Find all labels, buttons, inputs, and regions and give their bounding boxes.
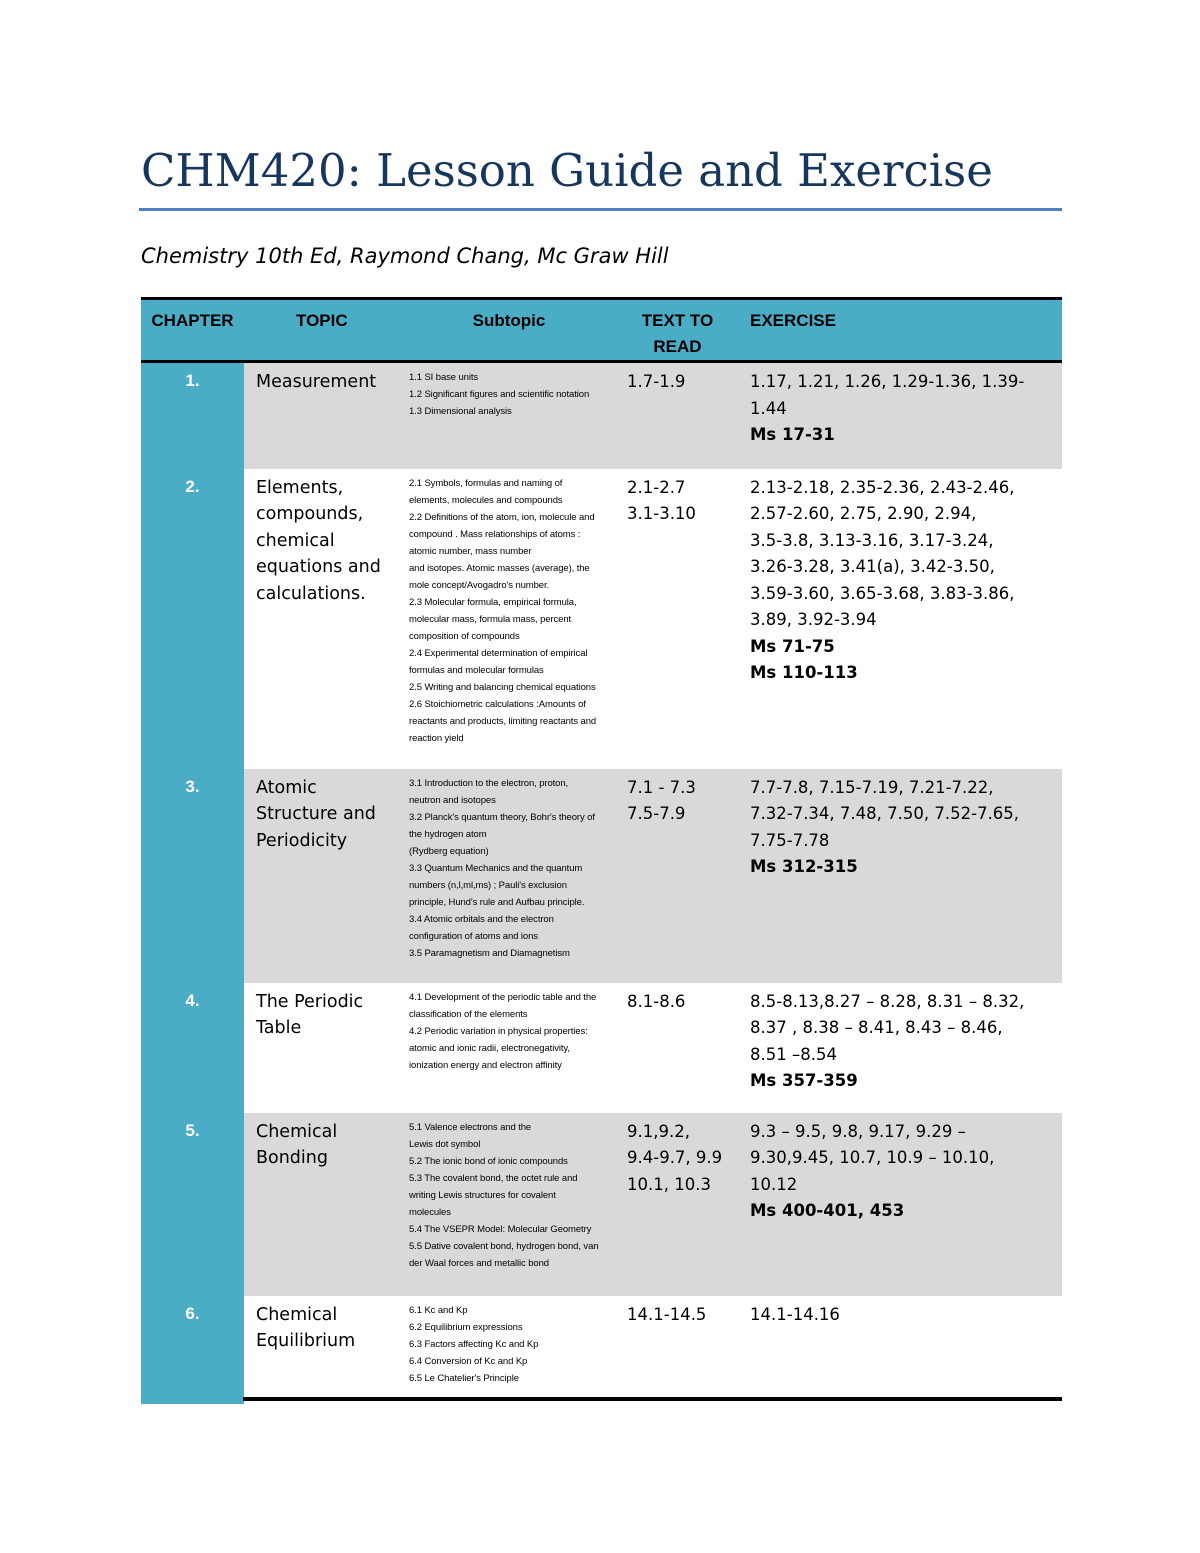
subtopic-line: the hydrogen atom: [409, 828, 487, 840]
subtopic-cell: [401, 983, 617, 1113]
textbook-reference: Chemistry 10th Ed, Raymond Chang, Mc Graw Hill: [141, 244, 669, 268]
subtopic-line: elements, molecules and compounds: [409, 494, 563, 506]
table-header-row: [141, 299, 1062, 362]
subtopic-cell: [401, 1296, 617, 1404]
table-row: [141, 769, 1062, 983]
topic-cell: Elements, compounds, chemical equations and calculations.: [244, 469, 401, 769]
exercise-line: 1.17, 1.21, 1.26, 1.29-1.36, 1.39-: [750, 372, 1025, 391]
chapter-number: 6.: [141, 1296, 244, 1404]
title-underline: [139, 208, 1062, 211]
header-text-to-read: [617, 299, 738, 362]
table-row: [141, 469, 1062, 769]
text-to-read-line: 1.7-1.9: [627, 372, 686, 391]
page-title: CHM420: Lesson Guide and Exercise: [141, 144, 993, 197]
ms-exercise-line: Ms 71-75: [750, 636, 835, 656]
chapter-number: 2.: [141, 469, 244, 769]
subtopic-line: 1.3 Dimensional analysis: [409, 406, 512, 417]
exercise-line: 7.32-7.34, 7.48, 7.50, 7.52-7.65,: [750, 804, 1020, 823]
subtopic-line: 5.2 The ionic bond of ionic compounds: [409, 1155, 568, 1167]
subtopic-line: reactants and products, limiting reactants and: [409, 715, 597, 727]
exercise-line: 7.7-7.8, 7.15-7.19, 7.21-7.22,: [750, 777, 994, 797]
exercise-cell: [738, 1296, 1062, 1404]
text-to-read-line: 10.1, 10.3: [627, 1174, 711, 1194]
exercise-line: 8.51 –8.54: [750, 1044, 837, 1064]
subtopic-line: 6.3 Factors affecting Kc and Kp: [409, 1338, 539, 1350]
topic-cell: Chemical Equilibrium: [244, 1296, 401, 1404]
subtopic-line: 2.6 Stoichiometric calculations :Amounts of: [409, 698, 586, 710]
subtopic-line: mole concept/Avogadro's number.: [409, 579, 550, 591]
exercise-line: 8.37 , 8.38 – 8.41, 8.43 – 8.46,: [750, 1018, 1003, 1037]
subtopic-line: molecular mass, formula mass, percent: [409, 613, 572, 625]
subtopic-cell: [401, 1113, 617, 1296]
chapter-number: 3.: [141, 769, 244, 983]
text-to-read-line: 9.1,9.2,: [627, 1121, 690, 1141]
exercise-line: 2.57-2.60, 2.75, 2.90, 2.94,: [750, 504, 977, 523]
subtopic-line: 2.1 Symbols, formulas and naming of: [409, 477, 563, 489]
exercise-line: 3.26-3.28, 3.41(a), 3.42-3.50,: [750, 557, 995, 576]
subtopic-line: 2.3 Molecular formula, empirical formula,: [409, 596, 577, 608]
text-to-read-cell: [617, 469, 738, 769]
subtopic-line: 2.4 Experimental determination of empirical: [409, 647, 588, 659]
chapter-number: 1.: [141, 362, 244, 469]
text-to-read-line: 3.1-3.10: [627, 504, 696, 523]
exercise-cell: [738, 362, 1062, 469]
exercise-line: 9.3 – 9.5, 9.8, 9.17, 9.29 –: [750, 1121, 966, 1141]
subtopic-line: 5.5 Dative covalent bond, hydrogen bond, van: [409, 1240, 599, 1252]
text-to-read-line: 7.5-7.9: [627, 804, 686, 823]
exercise-line: 3.59-3.60, 3.65-3.68, 3.83-3.86,: [750, 583, 1015, 603]
topic-cell: Chemical Bonding: [244, 1113, 401, 1296]
text-to-read-line: 8.1-8.6: [627, 991, 686, 1011]
ms-exercise-line: Ms 312-315: [750, 857, 858, 876]
subtopic-line: neutron and isotopes: [409, 794, 496, 806]
subtopic-line: der Waal forces and metallic bond: [409, 1257, 549, 1269]
topic-cell: Measurement: [244, 362, 401, 469]
exercise-line: 3.5-3.8, 3.13-3.16, 3.17-3.24,: [750, 530, 994, 550]
table-row: [141, 1296, 1062, 1404]
subtopic-line: Lewis dot symbol: [409, 1138, 481, 1150]
table-row: [141, 1113, 1062, 1296]
exercise-line: 9.30,9.45, 10.7, 10.9 – 10.10,: [750, 1148, 995, 1167]
subtopic-line: atomic number, mass number: [409, 545, 532, 557]
subtopic-line: 1.2 Significant figures and scientific notation: [409, 389, 590, 400]
table-row: [141, 362, 1062, 469]
subtopic-cell: [401, 769, 617, 983]
subtopic-line: 6.5 Le Chatelier's Principle: [409, 1372, 519, 1384]
exercise-line: 2.13-2.18, 2.35-2.36, 2.43-2.46,: [750, 477, 1015, 497]
chapter-number: 5.: [141, 1113, 244, 1296]
header-chapter: CHAPTER: [141, 299, 244, 362]
subtopic-line: 3.4 Atomic orbitals and the electron: [409, 913, 554, 925]
text-to-read-cell: [617, 362, 738, 469]
subtopic-line: molecules: [409, 1206, 451, 1218]
ms-exercise-line: Ms 17-31: [750, 425, 835, 444]
text-to-read-line: 7.1 - 7.3: [627, 777, 696, 797]
subtopic-line: principle, Hund's rule and Aufbau principle.: [409, 896, 585, 908]
text-to-read-line: 14.1-14.5: [627, 1304, 707, 1324]
subtopic-cell: [401, 469, 617, 769]
table-row: [141, 983, 1062, 1113]
topic-cell: The Periodic Table: [244, 983, 401, 1113]
ms-exercise-line: Ms 357-359: [750, 1071, 858, 1090]
text-to-read-line: 9.4-9.7, 9.9: [627, 1148, 723, 1167]
text-to-read-cell: [617, 1296, 738, 1404]
header-text-line2: READ: [653, 337, 702, 356]
header-subtopic: Subtopic: [401, 299, 617, 362]
subtopic-line: 6.1 Kc and Kp: [409, 1304, 468, 1316]
exercise-cell: [738, 1113, 1062, 1296]
header-topic: TOPIC: [244, 299, 401, 362]
ms-exercise-line: Ms 110-113: [750, 663, 858, 682]
subtopic-line: numbers (n,l,ml,ms) ; Pauli's exclusion: [409, 879, 567, 891]
ms-exercise-line: Ms 400-401, 453: [750, 1201, 905, 1220]
exercise-cell: [738, 469, 1062, 769]
text-to-read-cell: [617, 1113, 738, 1296]
topic-cell: Atomic Structure and Periodicity: [244, 769, 401, 983]
subtopic-line: (Rydberg equation): [409, 845, 489, 857]
subtopic-line: 3.5 Paramagnetism and Diamagnetism: [409, 947, 570, 959]
subtopic-line: 4.2 Periodic variation in physical properties:: [409, 1025, 588, 1037]
chapter-number: 4.: [141, 983, 244, 1113]
subtopic-line: configuration of atoms and ions: [409, 930, 538, 942]
subtopic-line: composition of compounds: [409, 630, 520, 642]
subtopic-line: 3.2 Planck's quantum theory, Bohr's theory of: [409, 811, 595, 823]
exercise-line: 10.12: [750, 1174, 798, 1194]
exercise-line: 8.5-8.13,8.27 – 8.28, 8.31 – 8.32,: [750, 991, 1025, 1011]
subtopic-line: 5.3 The covalent bond, the octet rule and: [409, 1172, 578, 1184]
subtopic-line: 5.1 Valence electrons and the: [409, 1121, 532, 1133]
subtopic-line: compound . Mass relationships of atoms :: [409, 528, 581, 540]
exercise-cell: [738, 769, 1062, 983]
subtopic-line: and isotopes. Atomic masses (average), the: [409, 562, 590, 574]
exercise-line: 3.89, 3.92-3.94: [750, 610, 877, 629]
subtopic-line: 3.1 Introduction to the electron, proton,: [409, 777, 569, 789]
subtopic-line: writing Lewis structures for covalent: [409, 1189, 556, 1201]
subtopic-line: 6.2 Equilibrium expressions: [409, 1321, 523, 1333]
text-to-read-cell: [617, 769, 738, 983]
lesson-guide-table: [141, 297, 1062, 1404]
subtopic-line: 5.4 The VSEPR Model: Molecular Geometry: [409, 1223, 592, 1235]
subtopic-line: 6.4 Conversion of Kc and Kp: [409, 1355, 528, 1367]
subtopic-line: 2.2 Definitions of the atom, ion, molecule and: [409, 511, 595, 523]
table-body: [141, 362, 1062, 1404]
subtopic-line: reaction yield: [409, 732, 464, 744]
exercise-line: 7.75-7.78: [750, 830, 830, 850]
subtopic-line: 4.1 Development of the periodic table and the: [409, 991, 597, 1003]
subtopic-line: 2.5 Writing and balancing chemical equations: [409, 681, 596, 693]
subtopic-line: formulas and molecular formulas: [409, 664, 544, 676]
exercise-line: 14.1-14.16: [750, 1304, 840, 1324]
text-to-read-cell: [617, 983, 738, 1113]
exercise-line: 1.44: [750, 398, 787, 418]
subtopic-line: 3.3 Quantum Mechanics and the quantum: [409, 862, 583, 874]
subtopic-line: ionization energy and electron affinity: [409, 1059, 562, 1071]
text-to-read-line: 2.1-2.7: [627, 477, 686, 497]
exercise-cell: [738, 983, 1062, 1113]
subtopic-cell: [401, 362, 617, 469]
subtopic-line: atomic and ionic radii, electronegativity,: [409, 1042, 570, 1054]
table-bottom-rule: [243, 1397, 1062, 1401]
subtopic-line: classification of the elements: [409, 1008, 528, 1020]
header-text-line1: TEXT TO: [641, 311, 714, 330]
subtopic-line: 1.1 SI base units: [409, 372, 479, 383]
header-exercise: EXERCISE: [738, 299, 1062, 362]
